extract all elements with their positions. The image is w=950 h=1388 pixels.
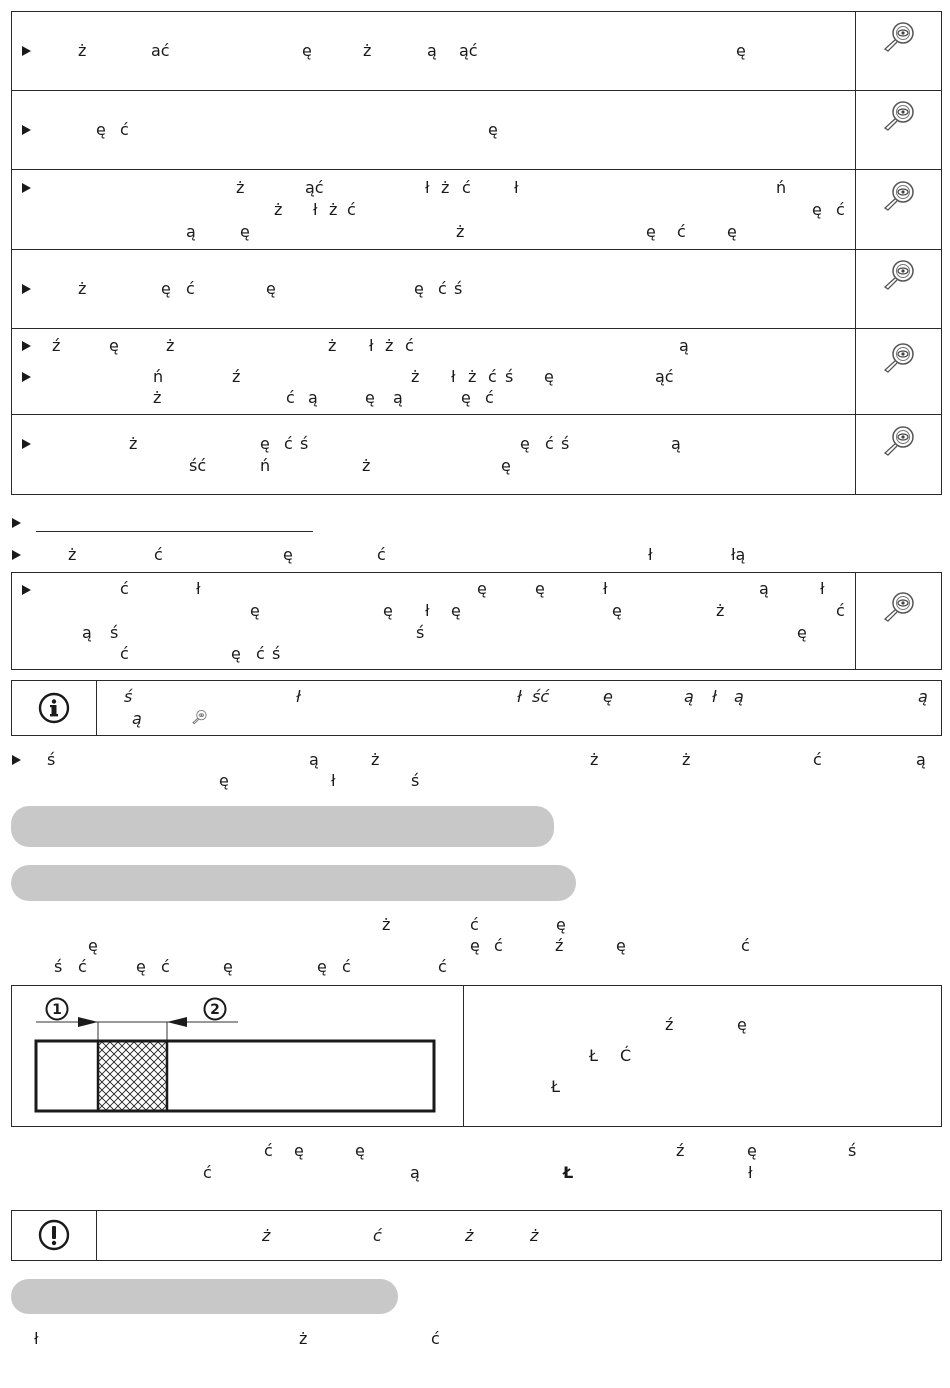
table-row-5-text: ą	[393, 388, 403, 407]
table-row-5-text: ć	[485, 388, 494, 407]
para-text: ć	[741, 936, 750, 955]
table-row-5-text: ł	[369, 336, 374, 355]
inspection-magnifier-eye-icon	[881, 179, 919, 213]
table-row-5-text: ć	[488, 367, 497, 386]
para-text: ż	[371, 750, 380, 769]
table2-text: ą	[82, 623, 92, 642]
table2-text: ę	[231, 644, 241, 663]
table-row-6-text: ż	[129, 434, 138, 453]
link-underline[interactable]	[36, 531, 313, 532]
para-text: ą	[309, 750, 319, 769]
table-row-1-text: ą	[427, 41, 437, 60]
table-row-6-text: ś	[561, 434, 570, 453]
para-text: ś	[47, 750, 56, 769]
table-row-5-text: ć	[286, 388, 295, 407]
table-row-3-text: ę	[812, 200, 822, 219]
para-text: ź	[555, 936, 564, 955]
triangle-bullet-icon	[22, 46, 31, 56]
table-row-6-text: ę	[501, 456, 511, 475]
warning-note-box	[11, 1210, 942, 1261]
table-row-3-text: ż	[329, 200, 338, 219]
para-text: ę	[616, 936, 626, 955]
table-row-6-text: ę	[520, 434, 530, 453]
bullet-text: ę	[283, 545, 293, 564]
table-row-6-text: ść	[189, 456, 207, 475]
para-text: Ł	[563, 1163, 574, 1182]
table-row-4-text: ć	[186, 279, 195, 298]
table-row-4-text: ż	[78, 279, 87, 298]
table-row-5-text: ż	[166, 336, 175, 355]
triangle-bullet-icon	[12, 550, 21, 560]
table-row-1-text: ż	[363, 41, 372, 60]
table-row-5-text: ż	[411, 367, 420, 386]
table-row-4-text: ę	[266, 279, 276, 298]
info-text: ł	[712, 687, 717, 706]
table-row-2-text: ę	[96, 120, 106, 139]
adjustment-diagram	[30, 994, 450, 1118]
inspection-magnifier-eye-icon	[881, 424, 919, 458]
para-text: ę	[355, 1141, 365, 1160]
table2-text: ę	[612, 601, 622, 620]
table-row-5-text: ź	[52, 336, 61, 355]
table-row-5-text: ż	[153, 388, 162, 407]
para-text: ć	[813, 750, 822, 769]
table-row-5-text: ś	[505, 367, 514, 386]
table-row-2-text: ć	[120, 120, 129, 139]
diagram-caption: ź	[665, 1015, 674, 1034]
section-heading-bar	[11, 1279, 398, 1314]
table2-text: ś	[110, 623, 119, 642]
table-row-3-text: ę	[727, 222, 737, 241]
triangle-bullet-icon	[22, 341, 31, 351]
para-text: ć	[78, 957, 87, 976]
table-row-1-text: ąć	[459, 41, 478, 60]
table2-text: ę	[451, 601, 461, 620]
table2-text: ł	[820, 579, 825, 598]
table-row-1-text: ę	[302, 41, 312, 60]
info-text: ą	[132, 709, 142, 728]
table-row-6-text: ą	[671, 434, 681, 453]
table-row-1-text: ać	[151, 41, 170, 60]
para-text: ś	[54, 957, 63, 976]
table-row-3-text: ł	[425, 178, 430, 197]
info-text: ą	[734, 687, 744, 706]
table2-text: ż	[716, 601, 725, 620]
para-text: ę	[470, 936, 480, 955]
table-row-3-text: ż	[274, 200, 283, 219]
para-text: ę	[556, 915, 566, 934]
diagram-caption: Ć	[620, 1046, 632, 1065]
para-text: ł	[34, 1329, 39, 1348]
table-row-5-text: ę	[544, 367, 554, 386]
info-text: ść	[532, 687, 550, 706]
table-row-3-text: ż	[456, 222, 465, 241]
inspection-magnifier-eye-icon	[881, 99, 919, 133]
para-text: ż	[382, 915, 391, 934]
info-note-box	[11, 680, 942, 736]
table-row-3-text: ć	[836, 200, 845, 219]
warning-text: ć	[373, 1226, 382, 1245]
para-text: ł	[748, 1163, 753, 1182]
diagram-caption: Ł	[589, 1046, 598, 1065]
table-row-6-text: ń	[260, 456, 271, 475]
table-row-3-text: ł	[313, 200, 318, 219]
table2-text: ś	[416, 623, 425, 642]
para-text: ć	[203, 1163, 212, 1182]
checklist-table	[11, 11, 942, 495]
table-row-3-text: ż	[236, 178, 245, 197]
table-row-1-text: ż	[78, 41, 87, 60]
table2-text: ę	[535, 579, 545, 598]
diagram-caption: ę	[737, 1015, 747, 1034]
table-row-3-text: ć	[462, 178, 471, 197]
circled-2	[203, 997, 227, 1021]
table-row-4-text: ę	[161, 279, 171, 298]
table2-text: ś	[272, 644, 281, 663]
para-text: ć	[494, 936, 503, 955]
para-text: ł	[331, 771, 336, 790]
table2-text: ę	[477, 579, 487, 598]
table2-text: ć	[836, 601, 845, 620]
table-row-1-text: ę	[736, 41, 746, 60]
triangle-bullet-icon	[22, 284, 31, 294]
warning-text: ż	[530, 1226, 539, 1245]
table-row-5-text: ę	[109, 336, 119, 355]
triangle-bullet-icon	[22, 439, 31, 449]
info-text: ą	[918, 687, 928, 706]
triangle-bullet-icon	[22, 125, 31, 135]
table-row-5-text: ż	[328, 336, 337, 355]
warning-text: ż	[262, 1226, 271, 1245]
triangle-bullet-icon	[12, 518, 21, 528]
info-text: ł	[296, 687, 301, 706]
section-heading-bar	[11, 806, 554, 847]
table2-text: ł	[196, 579, 201, 598]
table-row-3-text: ąć	[305, 178, 324, 197]
para-text: ż	[590, 750, 599, 769]
table-row-5-text: ę	[461, 388, 471, 407]
table-row-5-text: ź	[232, 367, 241, 386]
table-row-4-text: ę	[414, 279, 424, 298]
table-row-5-text: ą	[679, 336, 689, 355]
inspection-magnifier-eye-icon	[881, 590, 919, 624]
table-row-5-text: ń	[153, 367, 164, 386]
table2-text: ć	[120, 644, 129, 663]
inspection-magnifier-eye-icon	[881, 20, 919, 54]
info-text: ł	[517, 687, 522, 706]
para-text: ę	[223, 957, 233, 976]
table-row-5-text: ż	[385, 336, 394, 355]
table-row-6-text: ć	[284, 434, 293, 453]
para-text: ć	[264, 1141, 273, 1160]
para-text: ć	[470, 915, 479, 934]
table2-text: ę	[250, 601, 260, 620]
info-text: ą	[684, 687, 694, 706]
para-text: ą	[410, 1163, 420, 1182]
exclamation-warning-icon	[38, 1219, 70, 1251]
table-row-3-text: ń	[776, 178, 787, 197]
para-text: ż	[682, 750, 691, 769]
triangle-bullet-icon	[22, 183, 31, 193]
table-row-6-text: ć	[545, 434, 554, 453]
table-row-6-text: ż	[362, 456, 371, 475]
para-text: ć	[431, 1329, 440, 1348]
table-row-2-text: ę	[488, 120, 498, 139]
info-text: ę	[603, 687, 613, 706]
para-text: ś	[411, 771, 420, 790]
section-heading-bar	[11, 865, 576, 901]
para-text: ę	[294, 1141, 304, 1160]
svg-text:1: 1	[52, 1002, 62, 1018]
bullet-text: ć	[377, 545, 386, 564]
table-row-3-text: ą	[186, 222, 196, 241]
para-text: ę	[317, 957, 327, 976]
table-row-3-text: ę	[240, 222, 250, 241]
para-text: ż	[299, 1329, 308, 1348]
inspection-magnifier-eye-icon	[881, 341, 919, 375]
table-row-6-text: ę	[260, 434, 270, 453]
info-icon	[38, 692, 70, 724]
table2-text: ą	[759, 579, 769, 598]
table-row-3-text: ż	[441, 178, 450, 197]
para-text: ź	[676, 1141, 685, 1160]
table-row-4-text: ś	[454, 279, 463, 298]
svg-text:2: 2	[210, 1002, 220, 1018]
diagram-caption: Ł	[551, 1077, 560, 1096]
para-text: ć	[342, 957, 351, 976]
table2-text: ł	[603, 579, 608, 598]
bullet-text: łą	[731, 545, 746, 564]
table-row-4-text: ć	[438, 279, 447, 298]
inspection-magnifier-eye-icon	[191, 709, 209, 725]
table-row-3-text: ć	[347, 200, 356, 219]
para-text: ę	[88, 936, 98, 955]
inspection-magnifier-eye-icon	[881, 258, 919, 292]
para-text: ę	[219, 771, 229, 790]
table-row-6-text: ś	[300, 434, 309, 453]
bullet-text: ć	[154, 545, 163, 564]
para-text: ą	[916, 750, 926, 769]
table-row-5-text: ł	[451, 367, 456, 386]
table-row-5-text: ć	[405, 336, 414, 355]
table-row-5-text: ż	[468, 367, 477, 386]
triangle-bullet-icon	[22, 372, 31, 382]
para-text: ć	[438, 957, 447, 976]
table-row-5-text: ąć	[655, 367, 674, 386]
table-row-5-text: ę	[365, 388, 375, 407]
table-row-3-text: ł	[514, 178, 519, 197]
para-text: ę	[136, 957, 146, 976]
table2-text: ę	[797, 623, 807, 642]
info-text: ś	[124, 687, 133, 706]
warning-text: ż	[465, 1226, 474, 1245]
table-row-5-text: ą	[308, 388, 318, 407]
circled-1	[45, 997, 69, 1021]
para-text: ś	[848, 1141, 857, 1160]
triangle-bullet-icon	[12, 755, 21, 765]
para-text: ę	[747, 1141, 757, 1160]
para-text: ć	[161, 957, 170, 976]
table-row-3-text: ć	[677, 222, 686, 241]
table2-text: ł	[425, 601, 430, 620]
table2-text: ć	[120, 579, 129, 598]
bullet-text: ż	[68, 545, 77, 564]
bullet-text: ł	[648, 545, 653, 564]
table2-text: ć	[256, 644, 265, 663]
triangle-bullet-icon	[22, 585, 31, 595]
table-row-3-text: ę	[646, 222, 656, 241]
table2-text: ę	[383, 601, 393, 620]
